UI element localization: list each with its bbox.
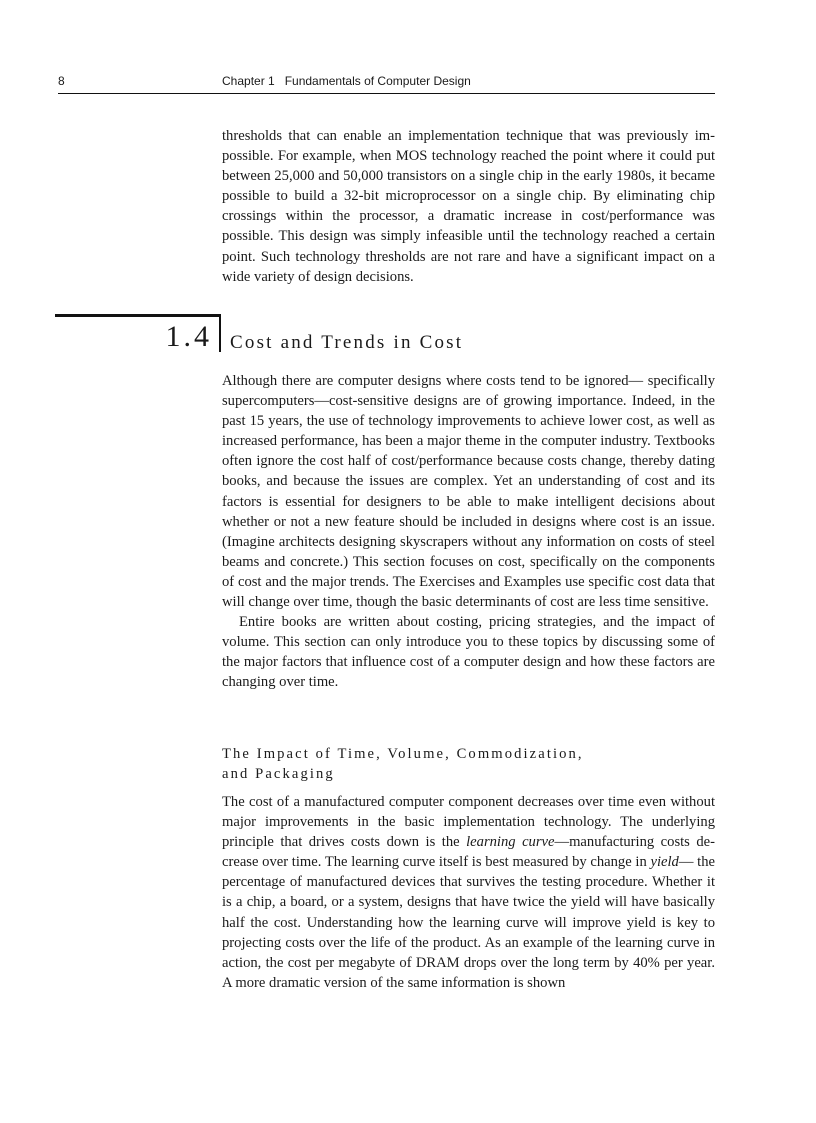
header-rule	[58, 93, 715, 94]
intro-block	[222, 126, 715, 287]
yield-term: yield	[650, 854, 679, 871]
subsection-text-1: The cost of a manufactured computer component decreases over time even without major improvements in the basic implementation technology. The underlying principle that drives costs down is the	[222, 794, 715, 851]
subsection-title-line-1: The Impact of Time, Volume, Commodization,	[222, 746, 584, 762]
intro-paragraph: thresholds that can enable an implementation technique that was previously impossible. For example, when MOS technology reached the point where it could put between 25,000 and 50,000 transistors on a single chip in the early 1980s, it became possible to build a 32-bit microprocessor on a single chip. By eliminating chip crossings within the processor, a dramatic increase in cost/performance was possible. This design was simply infeasible until the technology reached a certain point. Such technology thresholds are not rare and have a significant impact on a wide variety of design decisions.	[222, 128, 715, 285]
section-number: 1.4	[165, 320, 212, 353]
subsection-paragraph	[222, 792, 715, 993]
learning-curve-term: learning curve	[466, 834, 555, 851]
running-header: Chapter 1 Fundamentals of Computer Design	[222, 74, 471, 88]
subsection-title	[222, 744, 584, 784]
subsection-text-3: — the percentage of manufactured devices that survives the testing procedure. Whether it is a chip, a board, or a system, designs that have twice the yield will have basically half the cost. Understanding how the learning curve will improve yield is key to projecting costs over the life of the product. As an example of the learning curve in action, the cost per megabyte of DRAM drops over the long term by 40% per year. A more dramatic version of the same information is shown	[222, 854, 715, 991]
section-title: Cost and Trends in Cost	[230, 332, 464, 353]
subsection-title-line-2: and Packaging	[222, 766, 335, 782]
section-paragraph-2: Entire books are written about costing, pricing strategies, and the impact of volume. This section can only introduce you to these topics by discussing some of the major factors that influence cost of a computer design and how these factors are changing over time.	[222, 614, 715, 691]
page-number: 8	[58, 74, 65, 88]
subsection-text-2: —manufacturing costs decrease over time. The learning curve itself is best measured by change in	[222, 834, 716, 871]
section-paragraph-1: Although there are computer designs where costs tend to be ignored— specifically supercomputers—cost-sensitive designs are of growing importance. Indeed, in the past 15 years, the use of technology improvements to achieve lower cost, as well as increased performance, has been a major theme in the computer industry. Textbooks often ignore the cost half of cost/performance because costs change, thereby dating books, and because the issues are complex. Yet an understanding of cost and its factors is essential for designers to be able to make intelligent decisions about whether or not a new feature should be included in designs where cost is an issue. (Imagine architects designing skyscrapers without any information on costs of steel beams and concrete.) This section focuses on cost, specifically on the components of cost and the major trends. The Exercises and Examples use specific cost data that will change over time, though the basic determinants of cost are less time sensitive.	[222, 373, 715, 611]
section-rule	[55, 314, 221, 317]
section-body	[222, 371, 715, 693]
section-bar	[219, 314, 221, 352]
subsection-body	[222, 792, 715, 993]
